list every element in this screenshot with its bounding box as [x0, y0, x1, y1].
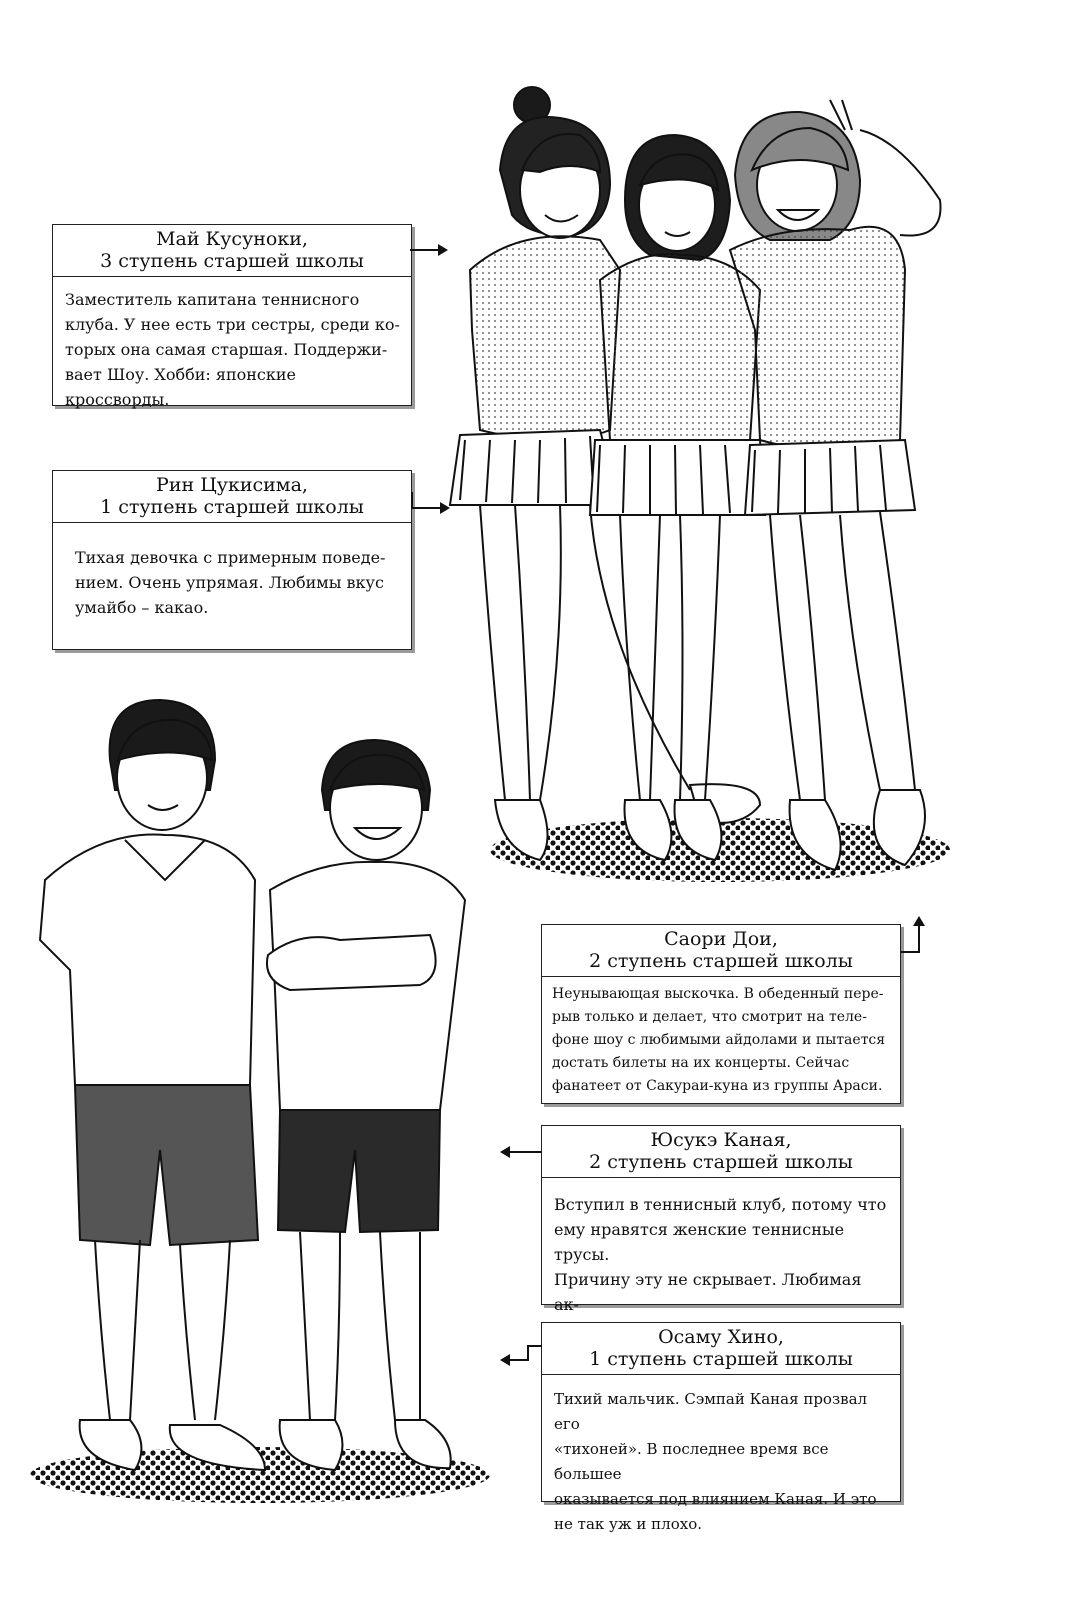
profile-header — [542, 925, 900, 977]
girl-rin — [590, 135, 765, 860]
arrow-up-icon — [899, 916, 931, 956]
profile-card-yusuke — [541, 1125, 901, 1314]
arrow-left-icon — [498, 1142, 542, 1162]
profile-description: Вступил в теннисный клуб, потому что ему нравятся женские теннисные трусы. Причину эту не скрывает. Любимая ак- — [554, 1195, 887, 1314]
profile-name: Рин Цукисима, — [156, 474, 308, 496]
profile-grade: 3 ступень старшей школы — [100, 250, 364, 272]
profile-grade: 1 ступень старшей школы — [589, 1348, 853, 1370]
profile-name: Осаму Хино, — [658, 1326, 784, 1348]
profile-card-osamu — [541, 1322, 901, 1533]
girl-saori — [730, 100, 941, 870]
profile-grade: 1 ступень старшей школы — [100, 496, 364, 518]
profile-header — [542, 1126, 900, 1178]
profile-description: Заместитель капитана теннисного клуба. У нее есть три сестры, среди ко- торых она самая старшая. Поддержи- вает Шоу. Хобби: японские кроссворды. — [65, 290, 400, 409]
profile-name: Юсукэ Каная, — [650, 1129, 792, 1151]
profile-header — [53, 225, 411, 277]
profile-description: Неунывающая выскочка. В обеденный пере- рыв только и делает, что смотрит на теле- фоне шоу с любимыми айдолами и пытается достать билеты на их концерты. Сейчас фанатеет от Сакураи-куна из группы Араси. — [552, 986, 886, 1094]
profile-header — [53, 471, 411, 523]
profile-card-mai — [52, 224, 412, 409]
boy-yusuke — [40, 700, 265, 1470]
profile-description: Тихая девочка с примерным поведе- нием. Очень упрямая. Любимы вкус умайбо – какао. — [75, 548, 386, 617]
boy-osamu — [267, 740, 465, 1470]
profile-name: Саори Дои, — [664, 928, 778, 950]
profile-name: Май Кусуноки, — [156, 228, 308, 250]
profile-header — [542, 1323, 900, 1375]
profile-grade: 2 ступень старшей школы — [589, 950, 853, 972]
profile-card-rin — [52, 470, 412, 650]
profile-card-saori — [541, 924, 901, 1104]
arrow-left-icon — [498, 1342, 542, 1372]
profile-description: Тихий мальчик. Сэмпай Каная прозвал его «тихоней». В последнее время все большее оказывается под влиянием Каная. И это не так уж и плохо. — [554, 1390, 877, 1533]
arrow-right-icon — [410, 240, 450, 260]
arrow-right-icon — [410, 490, 452, 520]
profile-grade: 2 ступень старшей школы — [589, 1151, 853, 1173]
